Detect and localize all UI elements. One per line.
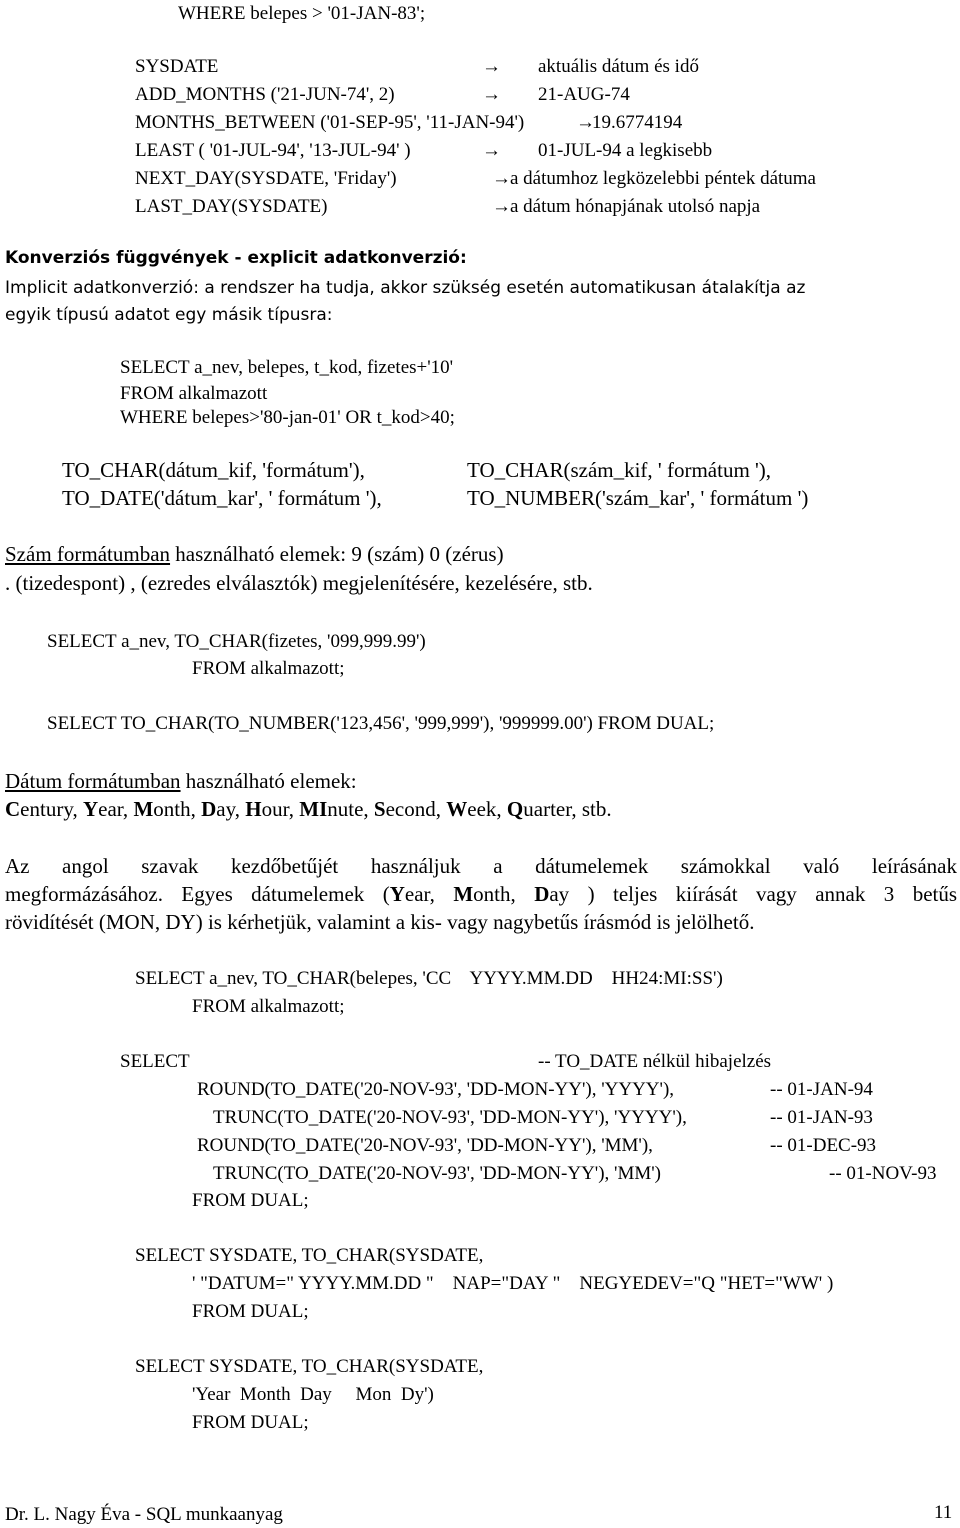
arrow-icon: → <box>482 84 501 105</box>
date-format-line <box>5 771 357 792</box>
date-element-rest: eek, <box>467 797 507 821</box>
code-line: SELECT a_nev, belepes, t_kod, fizetes+'10' <box>120 357 454 378</box>
code-line: TRUNC(TO_DATE('20-NOV-93', 'DD-MON-YY'), 'MM') <box>213 1163 662 1184</box>
conversion-function: TO_NUMBER('szám_kar', ' formátum ') <box>467 486 809 510</box>
conversion-function: TO_CHAR(szám_kif, ' formátum '), <box>467 458 772 482</box>
code-line: TRUNC(TO_DATE('20-NOV-93', 'DD-MON-YY'), 'YYYY'), <box>213 1107 687 1128</box>
function-result: 21-AUG-74 <box>538 84 630 105</box>
paragraph-line: rövidítését (MON, DY) is kérhetjük, valamint a kis- vagy nagybetűs írásmód is jelölhető. <box>5 910 755 934</box>
function-result: aktuális dátum és idő <box>538 56 699 77</box>
date-element-initial: W <box>446 797 468 821</box>
function-result: 19.6774194 <box>592 112 683 133</box>
date-element-rest: ear, <box>98 797 134 821</box>
conversion-function: TO_CHAR(dátum_kif, 'formátum'), <box>62 458 365 482</box>
code-line: SELECT TO_CHAR(TO_NUMBER('123,456', '999,999'), '999999.00') FROM DUAL; <box>47 713 715 734</box>
function-expr: LEAST ( '01-JUL-94', '13-JUL-94' ) <box>135 140 411 161</box>
function-expr: LAST_DAY(SYSDATE) <box>135 196 328 217</box>
code-line: FROM DUAL; <box>192 1301 309 1322</box>
code-line: WHERE belepes>'80-jan-01' OR t_kod>40; <box>120 407 455 428</box>
date-format-text: használható elemek: <box>180 769 357 793</box>
number-format-label: Szám formátumban <box>5 542 171 566</box>
code-line: FROM alkalmazott; <box>192 996 345 1017</box>
date-format-elements <box>5 799 612 820</box>
conversion-function: TO_DATE('dátum_kar', ' formátum '), <box>62 486 382 510</box>
function-result: a dátumhoz legközelebbi péntek dátuma <box>510 168 816 189</box>
code-comment: -- 01-DEC-93 <box>770 1135 877 1156</box>
arrow-icon: → <box>482 140 501 161</box>
function-expr: ADD_MONTHS ('21-JUN-74', 2) <box>135 84 395 105</box>
date-element-rest: onth, <box>153 797 202 821</box>
date-element-rest: nute, <box>327 797 374 821</box>
code-line: 'Year Month Day Mon Dy') <box>192 1384 434 1405</box>
code-comment: -- TO_DATE nélkül hibajelzés <box>538 1051 772 1072</box>
code-line: SELECT a_nev, TO_CHAR(belepes, 'CC YYYY.MM.DD HH24:MI:SS') <box>135 968 723 989</box>
function-expr: SYSDATE <box>135 56 219 77</box>
code-line: FROM alkalmazott <box>120 383 268 404</box>
arrow-icon: → <box>492 168 511 189</box>
page-number: 11 <box>934 1502 953 1523</box>
number-format-text: használható elemek: 9 (szám) 0 (zérus) <box>170 542 504 566</box>
date-element-initial: D <box>201 797 217 821</box>
date-format-label: Dátum formátumban <box>5 769 181 793</box>
date-element-initial: M <box>133 797 154 821</box>
date-element-rest: ay, <box>216 797 246 821</box>
date-element-initial: C <box>5 797 21 821</box>
paragraph-line: megformázásához. Egyes dátumelemek (Year, Month, Day ) teljes kiírását vagy annak 3 betűs <box>5 882 958 906</box>
footer-author: Dr. L. Nagy Éva - SQL munkaanyag <box>5 1504 283 1525</box>
date-element-rest: uarter, stb. <box>523 797 612 821</box>
arrow-icon: → <box>492 196 511 217</box>
arrow-icon: → <box>482 56 501 77</box>
code-line: WHERE belepes > '01-JAN-83'; <box>178 3 426 24</box>
date-format-paragraph <box>5 852 957 936</box>
number-format-line <box>5 544 504 565</box>
date-element-rest: our, <box>261 797 300 821</box>
arrow-icon: → <box>576 112 595 133</box>
number-format-line: . (tizedespont) , (ezredes elválasztók) megjelenítésére, kezelésére, stb. <box>5 571 593 595</box>
code-comment: -- 01-JAN-94 <box>770 1079 873 1100</box>
code-line: SELECT a_nev, TO_CHAR(fizetes, '099,999.99') <box>47 631 426 652</box>
date-element-rest: entury, <box>20 797 83 821</box>
paragraph-line: Implicit adatkonverzió: a rendszer ha tudja, akkor szükség esetén automatikusan átalakítja az <box>5 278 806 298</box>
date-element-initial: H <box>245 797 262 821</box>
paragraph-line: Az angol szavak kezdőbetűjét használjuk a dátumelemek számokkal való leírásának <box>5 854 957 878</box>
function-result: 01-JUL-94 a legkisebb <box>538 140 713 161</box>
date-element-rest: econd, <box>385 797 447 821</box>
code-line: FROM alkalmazott; <box>192 658 345 679</box>
function-result: a dátum hónapjának utolsó napja <box>510 196 761 217</box>
code-comment: -- 01-JAN-93 <box>770 1107 873 1128</box>
code-comment: -- 01-NOV-93 <box>829 1163 937 1184</box>
code-line: FROM DUAL; <box>192 1190 309 1211</box>
date-element-initial: S <box>373 797 386 821</box>
date-element-initial: Y <box>82 797 99 821</box>
section-heading: Konverziós függvények - explicit adatkonverzió: <box>5 248 467 268</box>
code-line: FROM DUAL; <box>192 1412 309 1433</box>
code-line: SELECT SYSDATE, TO_CHAR(SYSDATE, <box>135 1356 484 1377</box>
code-line: SELECT SYSDATE, TO_CHAR(SYSDATE, <box>135 1245 484 1266</box>
code-line: SELECT <box>120 1051 190 1072</box>
function-expr: NEXT_DAY(SYSDATE, 'Friday') <box>135 168 397 189</box>
code-line: ROUND(TO_DATE('20-NOV-93', 'DD-MON-YY'), 'YYYY'), <box>197 1079 675 1100</box>
paragraph-line: egyik típusú adatot egy másik típusra: <box>5 305 333 325</box>
date-element-initial: MI <box>299 797 328 821</box>
date-element-initial: Q <box>506 797 524 821</box>
code-line: ' "DATUM=" YYYY.MM.DD " NAP="DAY " NEGYEDEV="Q "HET="WW' ) <box>192 1273 834 1294</box>
code-line: ROUND(TO_DATE('20-NOV-93', 'DD-MON-YY'), 'MM'), <box>197 1135 653 1156</box>
function-expr: MONTHS_BETWEEN ('01-SEP-95', '11-JAN-94') <box>135 112 525 133</box>
